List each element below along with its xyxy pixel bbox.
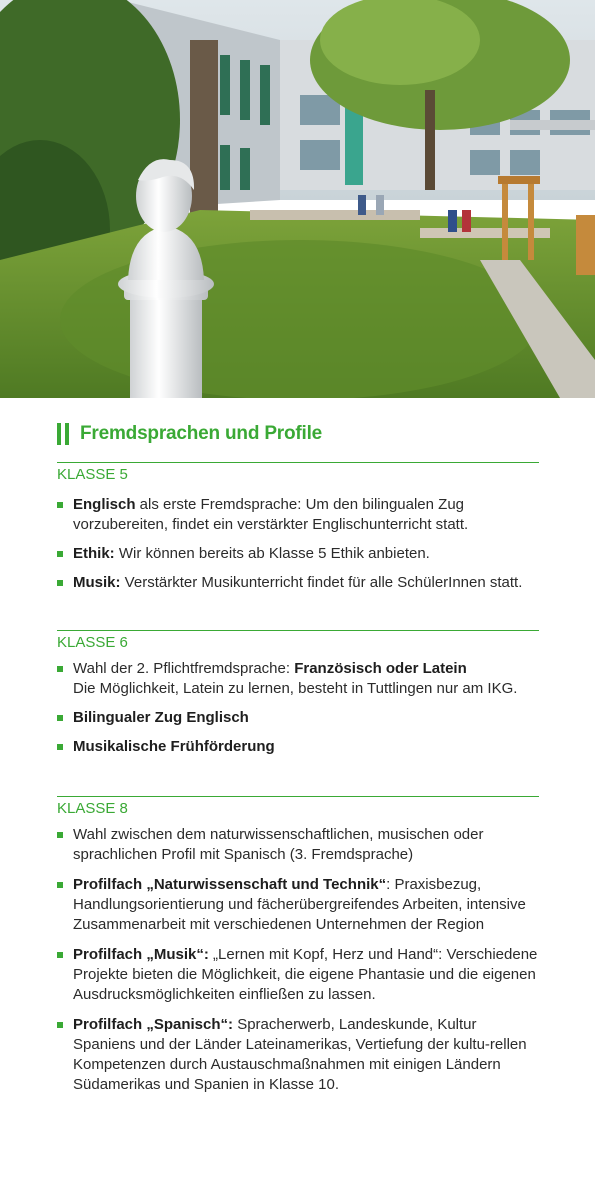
bullet-icon (57, 1022, 63, 1028)
list-item: Ethik: Wir können bereits ab Klasse 5 Ethik anbieten. (57, 544, 539, 564)
list-item: Profilfach „Spanisch“: Spracherwerb, Landeskunde, Kultur Spaniens und der Länder Lateinamerikas, Vertiefung der kultu-rellen Kompetenzen durch Austauschmaßnahmen mit einigen Ländern Südamerikas und Spanien in Klasse 10. (57, 1015, 539, 1095)
klasse-label: KLASSE 5 (57, 462, 539, 485)
bullet-icon (57, 580, 63, 586)
list-item: Musik: Verstärkter Musikunterricht findet für alle SchülerInnen statt. (57, 573, 539, 593)
bullet-icon (57, 952, 63, 958)
item-list (57, 825, 539, 1095)
list-item: Profilfach „Musik“: „Lernen mit Kopf, Herz und Hand“: Verschiedene Projekte bieten die Möglichkeit, die eigene Phantasie und die eigenen Ausdrucksmöglichkeiten einfließen zu lassen. (57, 945, 539, 1005)
item-list (57, 659, 539, 757)
section-heading (57, 420, 322, 448)
list-item: Wahl zwischen dem naturwissenschaftlichen, musischen oder sprachlichen Profil mit Spanisch (3. Fremdsprache) (57, 825, 539, 865)
klasse-label: KLASSE 8 (57, 796, 539, 819)
list-item: Bilingualer Zug Englisch (57, 708, 539, 728)
page-title: Fremdsprachen und Profile (80, 423, 323, 444)
list-item: Musikalische Frühförderung (57, 737, 539, 757)
list-item: Englisch als erste Fremdsprache: Um den bilingualen Zug vorzubereiten, findet ein verstärkter Englischunterricht statt. (57, 495, 539, 535)
bullet-icon (57, 744, 63, 750)
klasse-6-section (57, 630, 539, 757)
klasse-label: KLASSE 6 (57, 630, 539, 653)
bullet-icon (57, 502, 63, 508)
bullet-icon (57, 666, 63, 672)
bullet-icon (57, 832, 63, 838)
list-item: Wahl der 2. Pflichtfremdsprache: Französisch oder Latein Die Möglichkeit, Latein zu lernen, besteht in Tuttlingen nur am IKG. (57, 659, 539, 699)
heading-marker-icon (57, 423, 69, 445)
bullet-icon (57, 715, 63, 721)
bullet-icon (57, 551, 63, 557)
school-courtyard-photo (0, 0, 595, 398)
klasse-5-section (57, 462, 539, 593)
list-item: Profilfach „Naturwissenschaft und Technik“: Praxisbezug, Handlungsorientierung und fächerübergreifendes Arbeiten, intensive Zusammenarbeit mit verschiedenen Unternehmen der Region (57, 875, 539, 935)
bullet-icon (57, 882, 63, 888)
item-list (57, 495, 539, 593)
klasse-8-section (57, 796, 539, 1095)
